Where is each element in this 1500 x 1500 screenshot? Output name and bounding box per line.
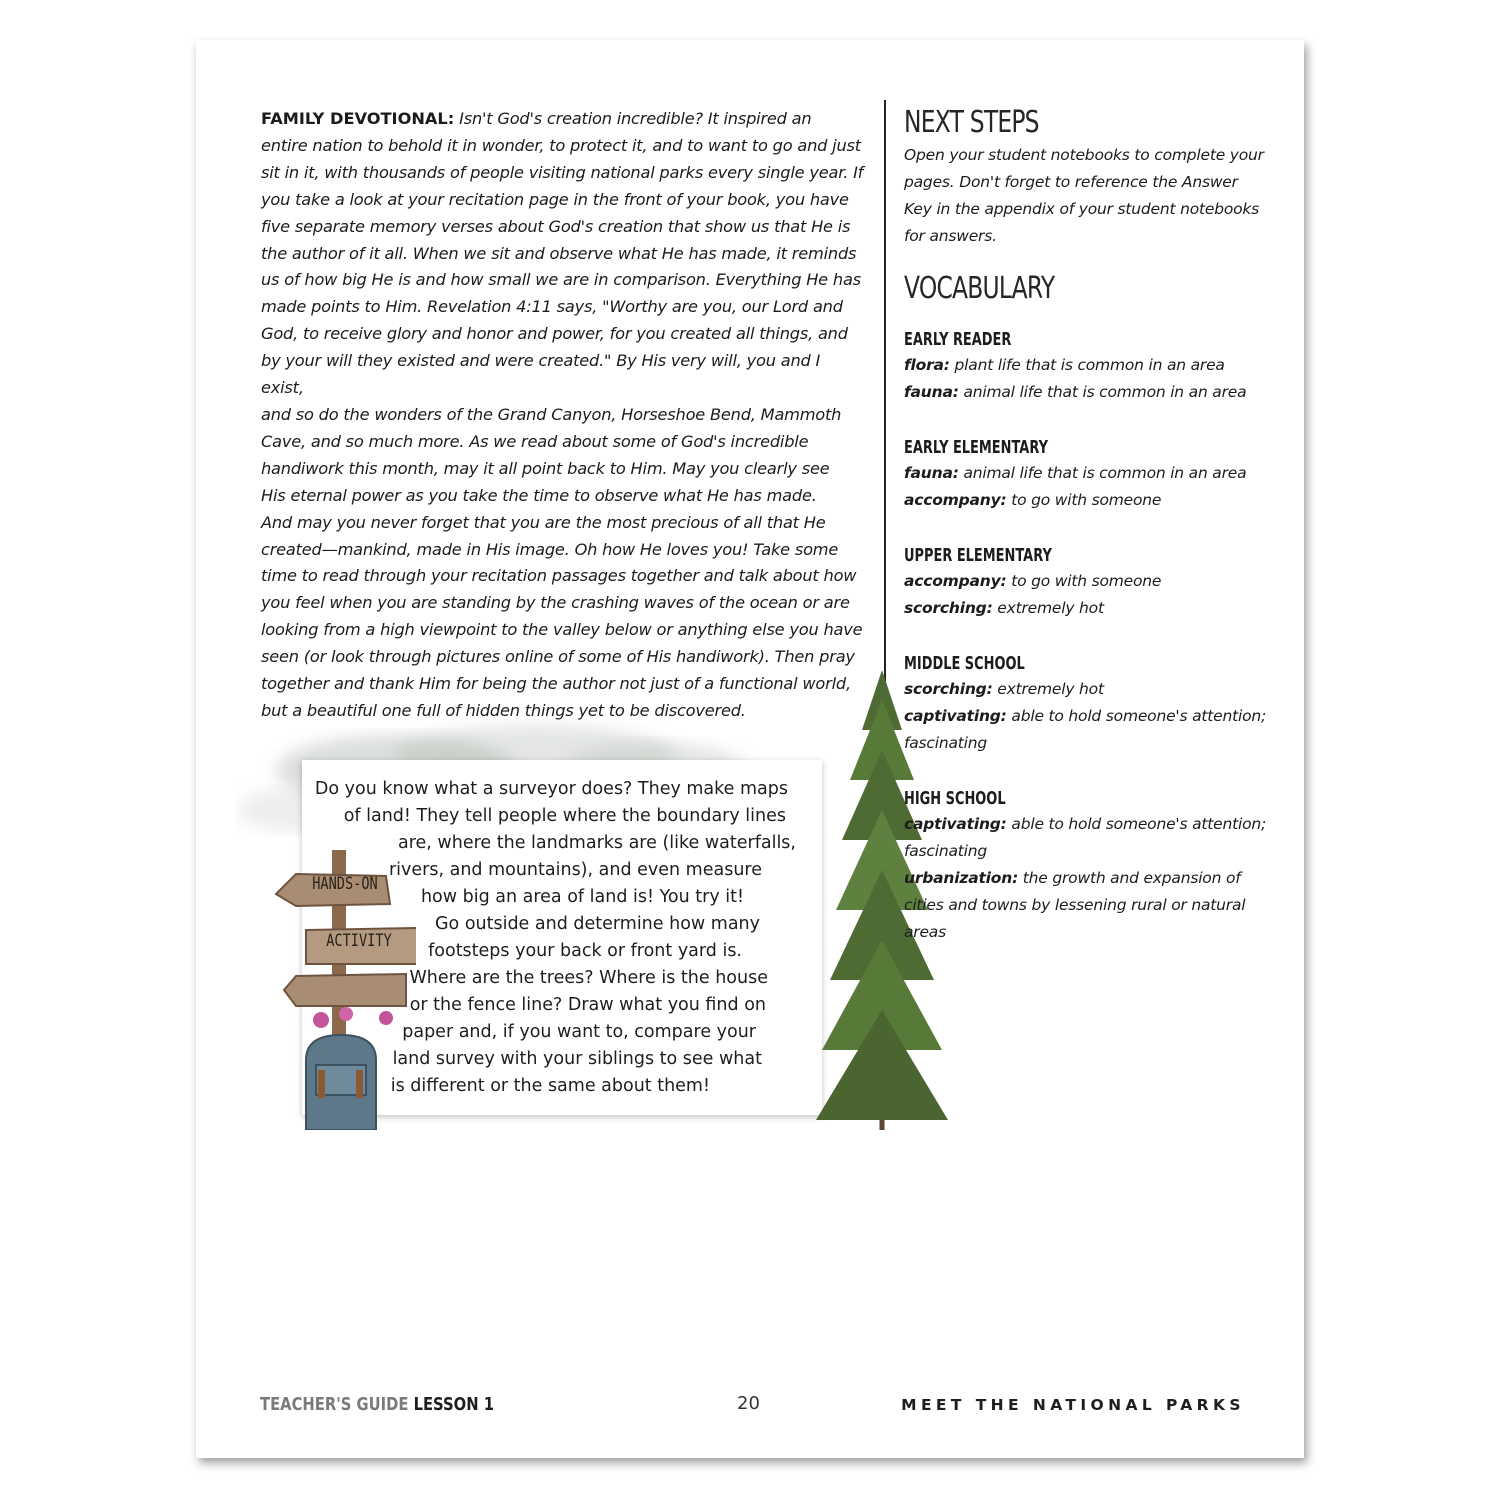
next-steps-text xyxy=(904,142,1274,250)
vocab-entry: urbanization: the growth and expansion of xyxy=(904,869,1241,887)
devotional-line: five separate memory verses about God's creation that show us that He is xyxy=(261,216,851,236)
right-column xyxy=(904,105,1274,946)
activity-line: Go outside and determine how many xyxy=(434,914,760,934)
activity-line: is different or the same about them! xyxy=(390,1076,710,1096)
devotional-line: seen (or look through pictures online of some of His handiwork). Then pray xyxy=(261,647,855,667)
devotional-line: Isn't God's creation incredible? It inspired an xyxy=(454,109,812,128)
footer-book-title: MEET THE NATIONAL PARKS xyxy=(901,1396,1245,1414)
sign-hands-on: HANDS-ON xyxy=(312,874,378,894)
vocab-level-high-school xyxy=(904,787,1274,946)
vocab-level-title: EARLY READER xyxy=(904,330,1012,350)
devotional-line: the author of it all. When we sit and observe what He has made, it reminds xyxy=(261,243,857,263)
vocab-level-middle-school xyxy=(904,652,1274,757)
family-devotional xyxy=(261,106,866,725)
vocab-level-early-elementary xyxy=(904,436,1274,514)
devotional-line: made points to Him. Revelation 4:11 says, "Worthy are you, our Lord and xyxy=(261,297,843,317)
vocab-entry: captivating: able to hold someone's attention; xyxy=(904,707,1267,725)
vocab-entry: cities and towns by lessening rural or natural xyxy=(904,896,1246,914)
activity-line: paper and, if you want to, compare your xyxy=(402,1022,756,1042)
next-steps-line: for answers. xyxy=(904,227,997,245)
devotional-line: you take a look at your recitation page in the front of your book, you have xyxy=(261,189,849,209)
vocab-entry: accompany: to go with someone xyxy=(904,491,1162,509)
activity-line: Where are the trees? Where is the house xyxy=(409,968,768,988)
activity-line: land survey with your siblings to see what xyxy=(392,1049,762,1069)
devotional-line: And may you never forget that you are the most precious of all that He xyxy=(261,512,826,532)
activity-line: how big an area of land is! You try it! xyxy=(420,887,744,907)
document-page xyxy=(196,40,1304,1458)
devotional-line: and so do the wonders of the Grand Canyon, Horseshoe Bend, Mammoth xyxy=(261,404,842,424)
page-number: 20 xyxy=(737,1393,760,1414)
devotional-line: together and thank Him for being the author not just of a functional world, xyxy=(261,674,851,694)
page-footer xyxy=(260,1394,1245,1418)
devotional-line: God, to receive glory and honor and power, for you created all things, and xyxy=(261,324,848,344)
activity-line: or the fence line? Draw what you find on xyxy=(409,995,766,1015)
next-steps-heading: NEXT STEPS xyxy=(904,105,1039,140)
devotional-line: His eternal power as you take the time to observe what He has made. xyxy=(261,485,817,505)
vocab-level-upper-elementary xyxy=(904,544,1274,622)
devotional-line: sit in it, with thousands of people visiting national parks every single year. If xyxy=(261,162,864,182)
activity-line: Do you know what a surveyor does? They make maps xyxy=(314,779,788,799)
activity-line: rivers, and mountains), and even measure xyxy=(388,860,762,880)
devotional-label: FAMILY DEVOTIONAL: xyxy=(261,109,455,128)
devotional-line: entire nation to behold it in wonder, to protect it, and to want to go and just xyxy=(261,135,861,155)
hands-on-activity xyxy=(236,700,926,1140)
devotional-line: created—mankind, made in His image. Oh how He loves you! Take some xyxy=(261,539,839,559)
devotional-line: by your will they existed and were created." By His very will, you and I exist, xyxy=(261,351,821,398)
next-steps-line: Key in the appendix of your student notebooks xyxy=(904,200,1260,218)
vocab-entry: accompany: to go with someone xyxy=(904,572,1162,590)
vocab-level-title: HIGH SCHOOL xyxy=(904,789,1006,809)
vocab-level-early-reader xyxy=(904,328,1274,406)
sign-activity: ACTIVITY xyxy=(326,931,392,951)
activity-line: are, where the landmarks are (like waterfalls, xyxy=(398,833,796,853)
devotional-line: looking from a high viewpoint to the valley below or anything else you have xyxy=(261,620,863,640)
vocab-entry: fauna: animal life that is common in an area xyxy=(904,383,1247,401)
vocab-entry: scorching: extremely hot xyxy=(904,680,1104,698)
activity-line: footsteps your back or front yard is. xyxy=(428,941,742,961)
vocabulary-heading: VOCABULARY xyxy=(904,271,1055,306)
next-steps-line: Open your student notebooks to complete your xyxy=(904,146,1264,164)
footer-guide-label: TEACHER'S GUIDE LESSON 1 xyxy=(260,1394,494,1415)
vocab-entry: scorching: extremely hot xyxy=(904,599,1104,617)
devotional-line: Cave, and so much more. As we read about some of God's incredible xyxy=(261,431,809,451)
devotional-line: but a beautiful one full of hidden things yet to be discovered. xyxy=(261,700,746,720)
devotional-line: time to read through your recitation passages together and talk about how xyxy=(261,566,857,586)
vocab-level-title: EARLY ELEMENTARY xyxy=(904,438,1048,458)
vocab-level-title: MIDDLE SCHOOL xyxy=(904,654,1025,674)
vocab-entry: fauna: animal life that is common in an area xyxy=(904,464,1247,482)
vocab-entry: fascinating xyxy=(904,734,988,752)
vocab-entry: flora: plant life that is common in an area xyxy=(904,356,1225,374)
vocab-entry: captivating: able to hold someone's attention; xyxy=(904,815,1267,833)
devotional-line: handiwork this month, may it all point back to Him. May you clearly see xyxy=(261,458,830,478)
signpost-illustration xyxy=(266,830,416,1134)
activity-line: of land! They tell people where the boundary lines xyxy=(343,806,786,826)
vocab-entry: fascinating xyxy=(904,842,988,860)
next-steps-line: pages. Don't forget to reference the Answer xyxy=(904,173,1238,191)
vocab-entry: areas xyxy=(904,923,946,941)
footer-lesson: LESSON 1 xyxy=(413,1394,494,1415)
vocab-level-title: UPPER ELEMENTARY xyxy=(904,546,1052,566)
devotional-line: us of how big He is and how small we are in comparison. Everything He has xyxy=(261,270,861,290)
devotional-line: you feel when you are standing by the crashing waves of the ocean or are xyxy=(261,593,850,613)
